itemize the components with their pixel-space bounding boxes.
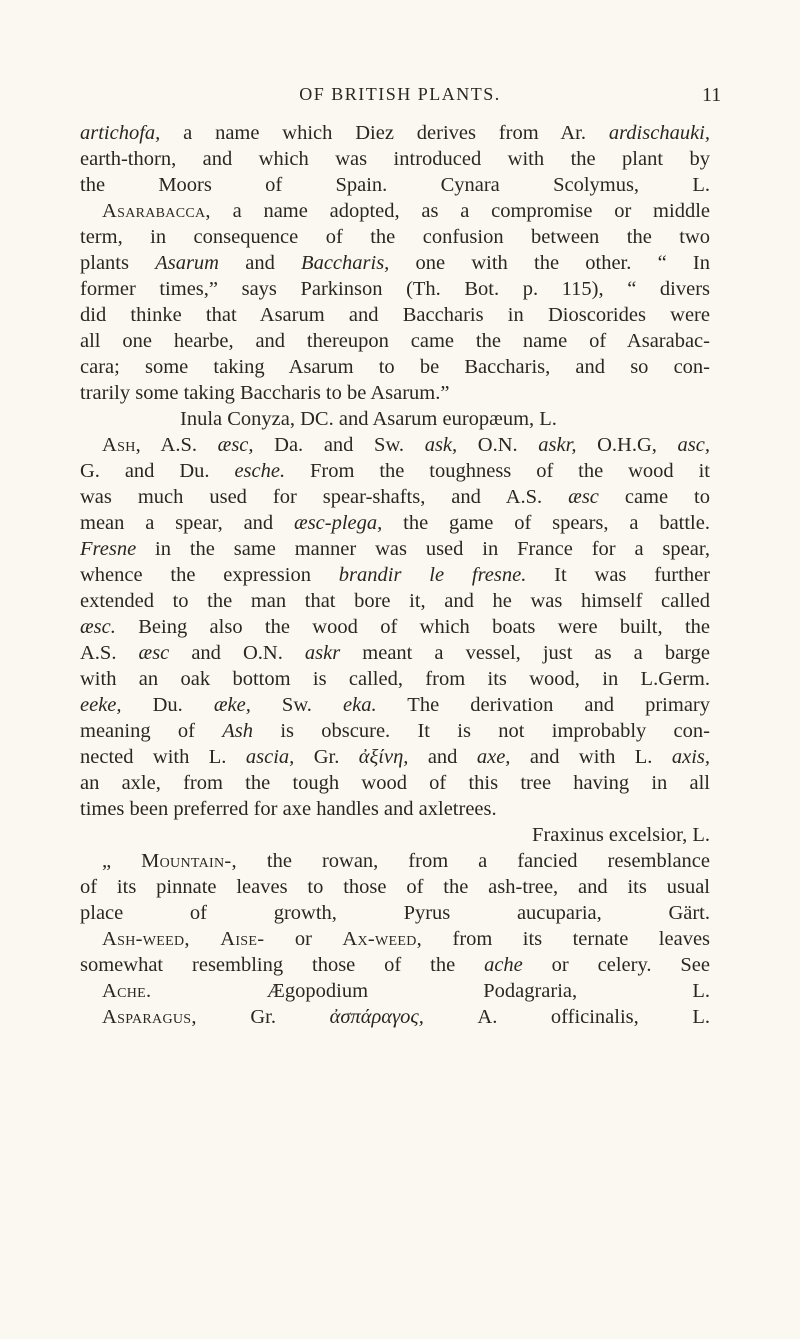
italic-term: æsc xyxy=(138,642,170,664)
headword: Aise- xyxy=(220,928,265,950)
running-title: OF BRITISH PLANTS. xyxy=(299,84,501,104)
text-run: a name which Diez derives from Ar. xyxy=(160,122,609,144)
italic-term: artichofa, xyxy=(80,122,161,144)
text-run: or xyxy=(264,928,343,950)
text-run: and xyxy=(219,252,302,274)
text-line xyxy=(80,562,710,588)
italic-term: axis, xyxy=(671,746,710,768)
text-line xyxy=(80,276,710,302)
text-run: came to xyxy=(598,486,710,508)
text-line xyxy=(80,432,710,458)
text-line xyxy=(80,354,710,380)
text-run: extended to the man that bore it, and he was himself called xyxy=(80,590,710,612)
text-run: mean a spear, and xyxy=(80,512,295,534)
italic-term: ἀξίνη, xyxy=(358,746,409,768)
text-run: earth-thorn, and which was introduced with the plant by xyxy=(80,148,710,170)
body-text xyxy=(80,120,710,1030)
italic-term: ache xyxy=(484,954,523,976)
italic-term: æsc. xyxy=(80,616,116,638)
page-number: 11 xyxy=(702,84,722,106)
italic-term: askr, xyxy=(538,434,577,456)
text-run: and O.N. xyxy=(169,642,305,664)
text-line xyxy=(80,146,710,172)
headword: Ash-weed, xyxy=(102,928,190,950)
text-run: a name adopted, as a compromise or middle xyxy=(210,200,710,222)
text-run: with an oak bottom is called, from its wood, in L.Germ. xyxy=(80,668,710,690)
italic-term: æsc xyxy=(568,486,599,508)
italic-term: ardischauki, xyxy=(608,122,710,144)
text-run: all one hearbe, and thereupon came the name of Asarabac- xyxy=(80,330,710,352)
text-run: nected with L. xyxy=(80,746,246,768)
text-run: whence the expression xyxy=(80,564,339,586)
text-run: and with L. xyxy=(510,746,672,768)
text-run: meant a vessel, just as a barge xyxy=(340,642,710,664)
text-run: O.H.G, xyxy=(576,434,678,456)
text-run: was much used for spear-shafts, and A.S. xyxy=(80,486,569,508)
text-run: former times,” says Parkinson (Th. Bot. p. 115), “ divers xyxy=(80,278,710,300)
italic-term: Baccharis, xyxy=(301,252,390,274)
text-run: A.S. xyxy=(141,434,218,456)
text-run: Sw. xyxy=(250,694,344,716)
italic-term: æke, xyxy=(213,694,251,716)
text-run: Ægopodium Podagraria, L. xyxy=(151,980,710,1002)
text-run: the Moors of Spain. Cynara Scolymus, L. xyxy=(80,174,710,196)
text-run: Gr. xyxy=(196,1006,330,1028)
text-run: meaning of xyxy=(80,720,223,742)
text-line xyxy=(80,120,710,146)
italic-term: æsc, xyxy=(217,434,254,456)
text-line xyxy=(80,484,710,510)
text-line xyxy=(80,1004,710,1030)
text-line xyxy=(80,822,710,848)
text-run: in the same manner was used in France for a spear, xyxy=(136,538,710,560)
text-run: Being also the wood of which boats were built, the xyxy=(115,616,710,638)
text-line xyxy=(80,744,710,770)
italic-term: axe, xyxy=(476,746,511,768)
italic-term: Ash xyxy=(222,720,254,742)
italic-term: eeke, xyxy=(80,694,122,716)
text-run: the game of spears, a battle. xyxy=(382,512,710,534)
text-run: „ xyxy=(102,850,142,872)
text-line xyxy=(80,692,710,718)
text-line xyxy=(80,614,710,640)
text-run: G. and Du. xyxy=(80,460,235,482)
text-run: Gr. xyxy=(294,746,359,768)
headword: Mountain-, xyxy=(141,850,237,872)
text-run: one with the other. “ In xyxy=(389,252,710,274)
text-run: and xyxy=(408,746,477,768)
text-run: from its ternate leaves xyxy=(422,928,710,950)
text-line xyxy=(80,952,710,978)
text-line xyxy=(80,172,710,198)
text-run xyxy=(190,928,220,950)
italic-term: ascia, xyxy=(245,746,295,768)
text-run: plants xyxy=(80,252,156,274)
text-run: The derivation and primary xyxy=(376,694,710,716)
italic-term: ἀσπάραγος, xyxy=(329,1006,424,1028)
text-run: of its pinnate leaves to those of the ash-tree, and its usual xyxy=(80,876,710,898)
italic-term: asc, xyxy=(677,434,710,456)
text-line xyxy=(80,666,710,692)
text-line xyxy=(80,926,710,952)
text-line xyxy=(80,588,710,614)
text-run: place of growth, Pyrus aucuparia, Gärt. xyxy=(80,902,710,924)
italic-term: esche. xyxy=(234,460,286,482)
text-run: Inula Conyza, DC. and Asarum europæum, L. xyxy=(180,408,557,430)
text-run: Du. xyxy=(121,694,214,716)
text-run: is obscure. It is not improbably con- xyxy=(253,720,710,742)
text-line xyxy=(80,796,710,822)
text-line xyxy=(80,640,710,666)
text-line xyxy=(80,406,710,432)
text-line xyxy=(80,328,710,354)
italic-term: brandir le fresne. xyxy=(338,564,527,586)
italic-term: ask, xyxy=(424,434,458,456)
text-line xyxy=(80,874,710,900)
text-line xyxy=(80,510,710,536)
italic-term: Asarum xyxy=(155,252,219,274)
headword: Asparagus, xyxy=(102,1006,197,1028)
text-run: or celery. See xyxy=(522,954,710,976)
page-header xyxy=(0,84,800,108)
italic-term: askr xyxy=(304,642,341,664)
text-line xyxy=(80,250,710,276)
text-line xyxy=(80,848,710,874)
text-run: A. officinalis, L. xyxy=(423,1006,710,1028)
text-run: A.S. xyxy=(80,642,139,664)
text-line xyxy=(80,770,710,796)
italic-term: æsc-plega, xyxy=(294,512,383,534)
text-line xyxy=(80,380,710,406)
headword: Ash, xyxy=(102,434,142,456)
text-run: did thinke that Asarum and Baccharis in Dioscorides were xyxy=(80,304,710,326)
italic-term: Fresne xyxy=(80,538,137,560)
text-run: It was further xyxy=(526,564,710,586)
text-run: cara; some taking Asarum to be Baccharis, and so con- xyxy=(80,356,710,378)
text-run: somewhat resembling those of the xyxy=(80,954,485,976)
text-run: term, in consequence of the confusion between the two xyxy=(80,226,710,248)
text-line xyxy=(80,536,710,562)
text-line xyxy=(80,900,710,926)
text-line xyxy=(80,198,710,224)
italic-term: eka. xyxy=(343,694,377,716)
headword: Asarabacca, xyxy=(102,200,211,222)
text-run: Fraxinus excelsior, L. xyxy=(532,824,710,846)
text-run: trarily some taking Baccharis to be Asarum.” xyxy=(80,382,450,404)
headword: Ache. xyxy=(102,980,152,1002)
text-line xyxy=(80,458,710,484)
text-run: the rowan, from a fancied resemblance xyxy=(236,850,710,872)
text-run: From the toughness of the wood it xyxy=(285,460,710,482)
text-run: O.N. xyxy=(457,434,539,456)
text-run: an axle, from the tough wood of this tree having in all xyxy=(80,772,710,794)
text-line xyxy=(80,224,710,250)
text-line xyxy=(80,302,710,328)
text-line xyxy=(80,718,710,744)
headword: Ax-weed, xyxy=(342,928,423,950)
text-run: Da. and Sw. xyxy=(253,434,425,456)
text-run: times been preferred for axe handles and axletrees. xyxy=(80,798,497,820)
text-line xyxy=(80,978,710,1004)
